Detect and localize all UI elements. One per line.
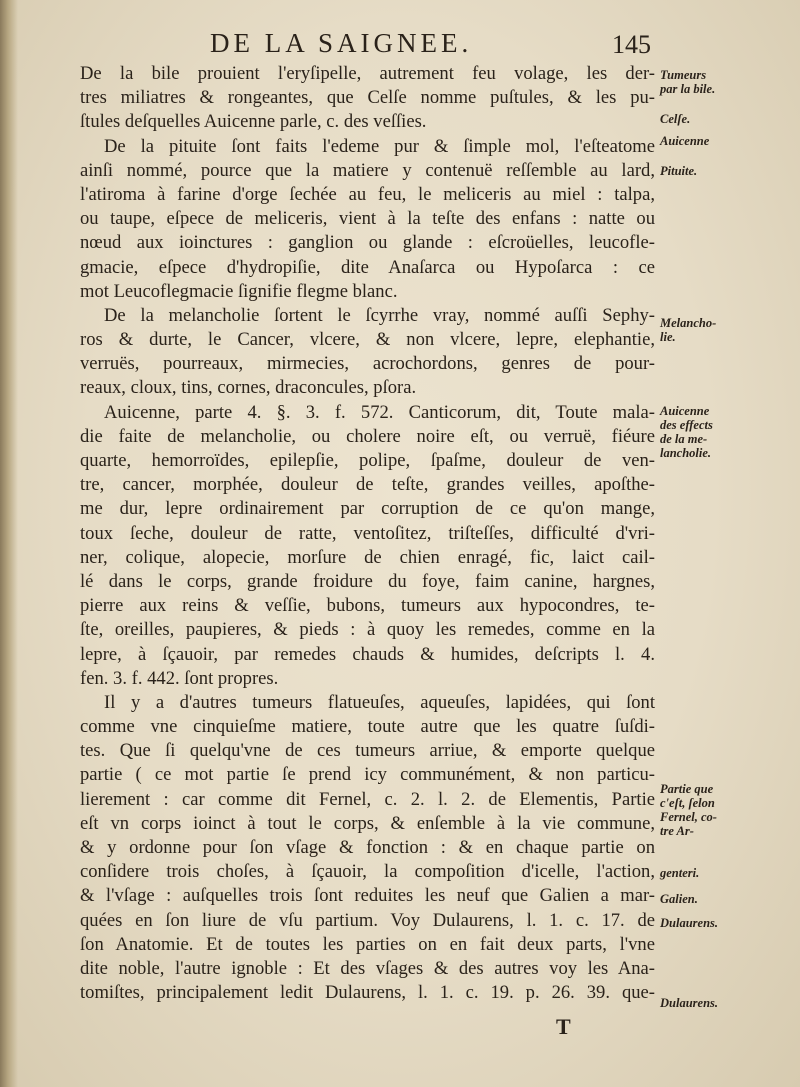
text-line: tes. Que ſi quelqu'vne de ces tumeurs arriue, & emporte quelque <box>80 740 655 762</box>
signature-mark: T <box>556 1014 571 1039</box>
text-line: Il y a d'autres tumeurs flatueuſes, aqueuſes, lapidées, qui ſont <box>104 691 655 713</box>
text-line: lepre, à ſçauoir, par remedes chauds & humides, deſcripts l. 4. <box>80 643 655 665</box>
text-line: die faite de melancholie, ou cholere noire eſt, ou verruë, fiéure <box>80 425 655 447</box>
margin-note-line: Celſe. <box>660 112 691 126</box>
margin-note <box>660 782 788 838</box>
text-line: ſtules deſquelles Auicenne parle, c. des veſſies. <box>80 111 427 133</box>
body-text <box>80 62 655 1005</box>
text-line: ſte, oreilles, paupieres, & pieds : à quoy les remedes, comme en la <box>80 619 655 641</box>
page-number: 145 <box>612 30 651 59</box>
margin-note <box>660 892 788 906</box>
text-line: mot Leucoflegmacie ſignifie flegme blanc. <box>80 280 398 302</box>
text-line: l'atiroma à farine d'orge ſechée au feu, le meliceris au miel : talpa, <box>80 183 655 205</box>
text-line: dite noble, l'autre ignoble : Et des vſages & des autres voy les Ana- <box>80 957 655 979</box>
text-line: quarte, hemorroïdes, epilepſie, polipe, ſpaſme, douleur de ven- <box>80 450 655 471</box>
margin-note-line: des effects <box>660 418 713 432</box>
text-line: eſt vn corps ioinct à tout le corps, & enſemble à la vie commune, <box>80 812 655 834</box>
text-line: pierre aux reins & veſſie, bubons, tumeurs aux hypocondres, te- <box>80 595 655 617</box>
margin-note-line: Galien. <box>660 892 698 906</box>
text-line: lé dans le corps, grande froidure du foye, faim canine, hargnes, <box>80 570 655 592</box>
margin-note <box>660 68 788 96</box>
text-line: tomiſtes, principalement ledit Dulaurens, l. 1. c. 19. p. 26. 39. que- <box>80 982 655 1004</box>
margin-note-line: c'eſt, ſelon <box>660 796 715 810</box>
margin-note-line: Dulaurens. <box>660 996 719 1010</box>
text-line: tres miliatres & rongeantes, que Celſe nomme puſtules, & les pu- <box>80 87 655 109</box>
margin-note-line: Tumeurs <box>660 68 707 82</box>
text-line: me dur, lepre ordinairement par corruption de ce qu'on mange, <box>80 498 655 520</box>
margin-note-line: Melancho- <box>660 316 717 330</box>
margin-note-line: genteri. <box>660 866 700 880</box>
text-line: conſidere trois choſes, à ſçauoir, la compoſition d'icelle, l'action, <box>80 861 655 883</box>
text-line: De la bile prouient l'eryſipelle, autrement feu volage, les der- <box>80 63 655 84</box>
text-line: ou taupe, eſpece de meliceris, vient à la teſte des enfans : natte ou <box>80 208 655 230</box>
text-line: quées en ſon liure de vſu partium. Voy Dulaurens, l. 1. c. 17. de <box>80 909 655 931</box>
margin-note-line: tre Ar- <box>660 824 694 838</box>
text-line: De la pituite ſont faits l'edeme pur & ſimple mol, l'eſteatome <box>104 135 655 157</box>
margin-note <box>660 164 788 178</box>
text-line: partie ( ce mot partie ſe prend icy communément, & non particu- <box>80 764 655 786</box>
text-line: verruës, pourreaux, mirmecies, acrochordons, genres de pour- <box>80 353 655 375</box>
text-line: & l'vſage : auſquelles trois ſont reduites les neuf que Galien a mar- <box>80 885 655 907</box>
margin-note <box>660 112 788 126</box>
margin-note-line: par la bile. <box>660 82 716 96</box>
margin-note-line: lancholie. <box>660 446 712 460</box>
text-line: toux ſeche, douleur de ratte, ventoſitez, triſteſſes, difficulté d'vri- <box>80 522 655 544</box>
margin-note <box>660 996 788 1010</box>
margin-note-line: Auicenne <box>660 134 710 148</box>
text-line: ros & durte, le Cancer, vlcere, & non vlcere, lepre, elephantie, <box>80 329 655 351</box>
text-line: reaux, cloux, tins, cornes, draconcules, pſora. <box>80 377 417 399</box>
margin-note-line: Pituite. <box>660 164 698 178</box>
margin-note-line: Auicenne <box>660 404 710 418</box>
margin-note-line: Partie que <box>660 782 714 796</box>
text-line: lierement : car comme dit Fernel, c. 2. l. 2. de Elementis, Partie <box>80 788 655 810</box>
text-line: comme vne cinquieſme matiere, toute autre que les quatre ſuſdi- <box>80 716 655 738</box>
text-line: ſon Anatomie. Et de toutes les parties on en fait deux parts, l'vne <box>80 933 655 955</box>
margin-note <box>660 916 788 930</box>
margin-note-line: de la me- <box>660 432 708 446</box>
margin-note-line: lie. <box>660 330 676 344</box>
margin-note <box>660 404 788 460</box>
text-line: nœud aux ioinctures : ganglion ou glande : eſcroüelles, leucofle- <box>80 232 655 254</box>
running-head: DE LA SAIGNEE. <box>210 28 473 58</box>
margin-note-line: Fernel, co- <box>660 810 717 824</box>
text-line: fen. 3. f. 442. ſont propres. <box>80 667 279 689</box>
margin-note-line: Dulaurens. <box>660 916 719 930</box>
margin-note <box>660 134 788 148</box>
margin-note <box>660 316 788 344</box>
text-line: Auicenne, parte 4. §. 3. f. 572. Canticorum, dit, Toute mala- <box>104 401 655 423</box>
text-line: De la melancholie ſortent le ſcyrrhe vray, nommé auſſi Sephy- <box>104 304 655 326</box>
text-line: gmacie, eſpece d'hydropiſie, dite Anaſarca ou Hypoſarca : ce <box>80 256 655 278</box>
text-line: & y ordonne pour ſon vſage & fonction : & en chaque partie on <box>80 837 655 858</box>
text-line: tre, cancer, morphée, douleur de teſte, grandes veilles, apoſthe- <box>80 474 655 496</box>
margin-note <box>660 866 788 880</box>
binding-gutter <box>0 0 18 1087</box>
text-line: ner, colique, alopecie, morſure de chien enragé, fic, laict cail- <box>80 546 655 568</box>
text-line: ainſi nommé, pource que la matiere y contenuë reſſemble au lard, <box>80 159 655 181</box>
